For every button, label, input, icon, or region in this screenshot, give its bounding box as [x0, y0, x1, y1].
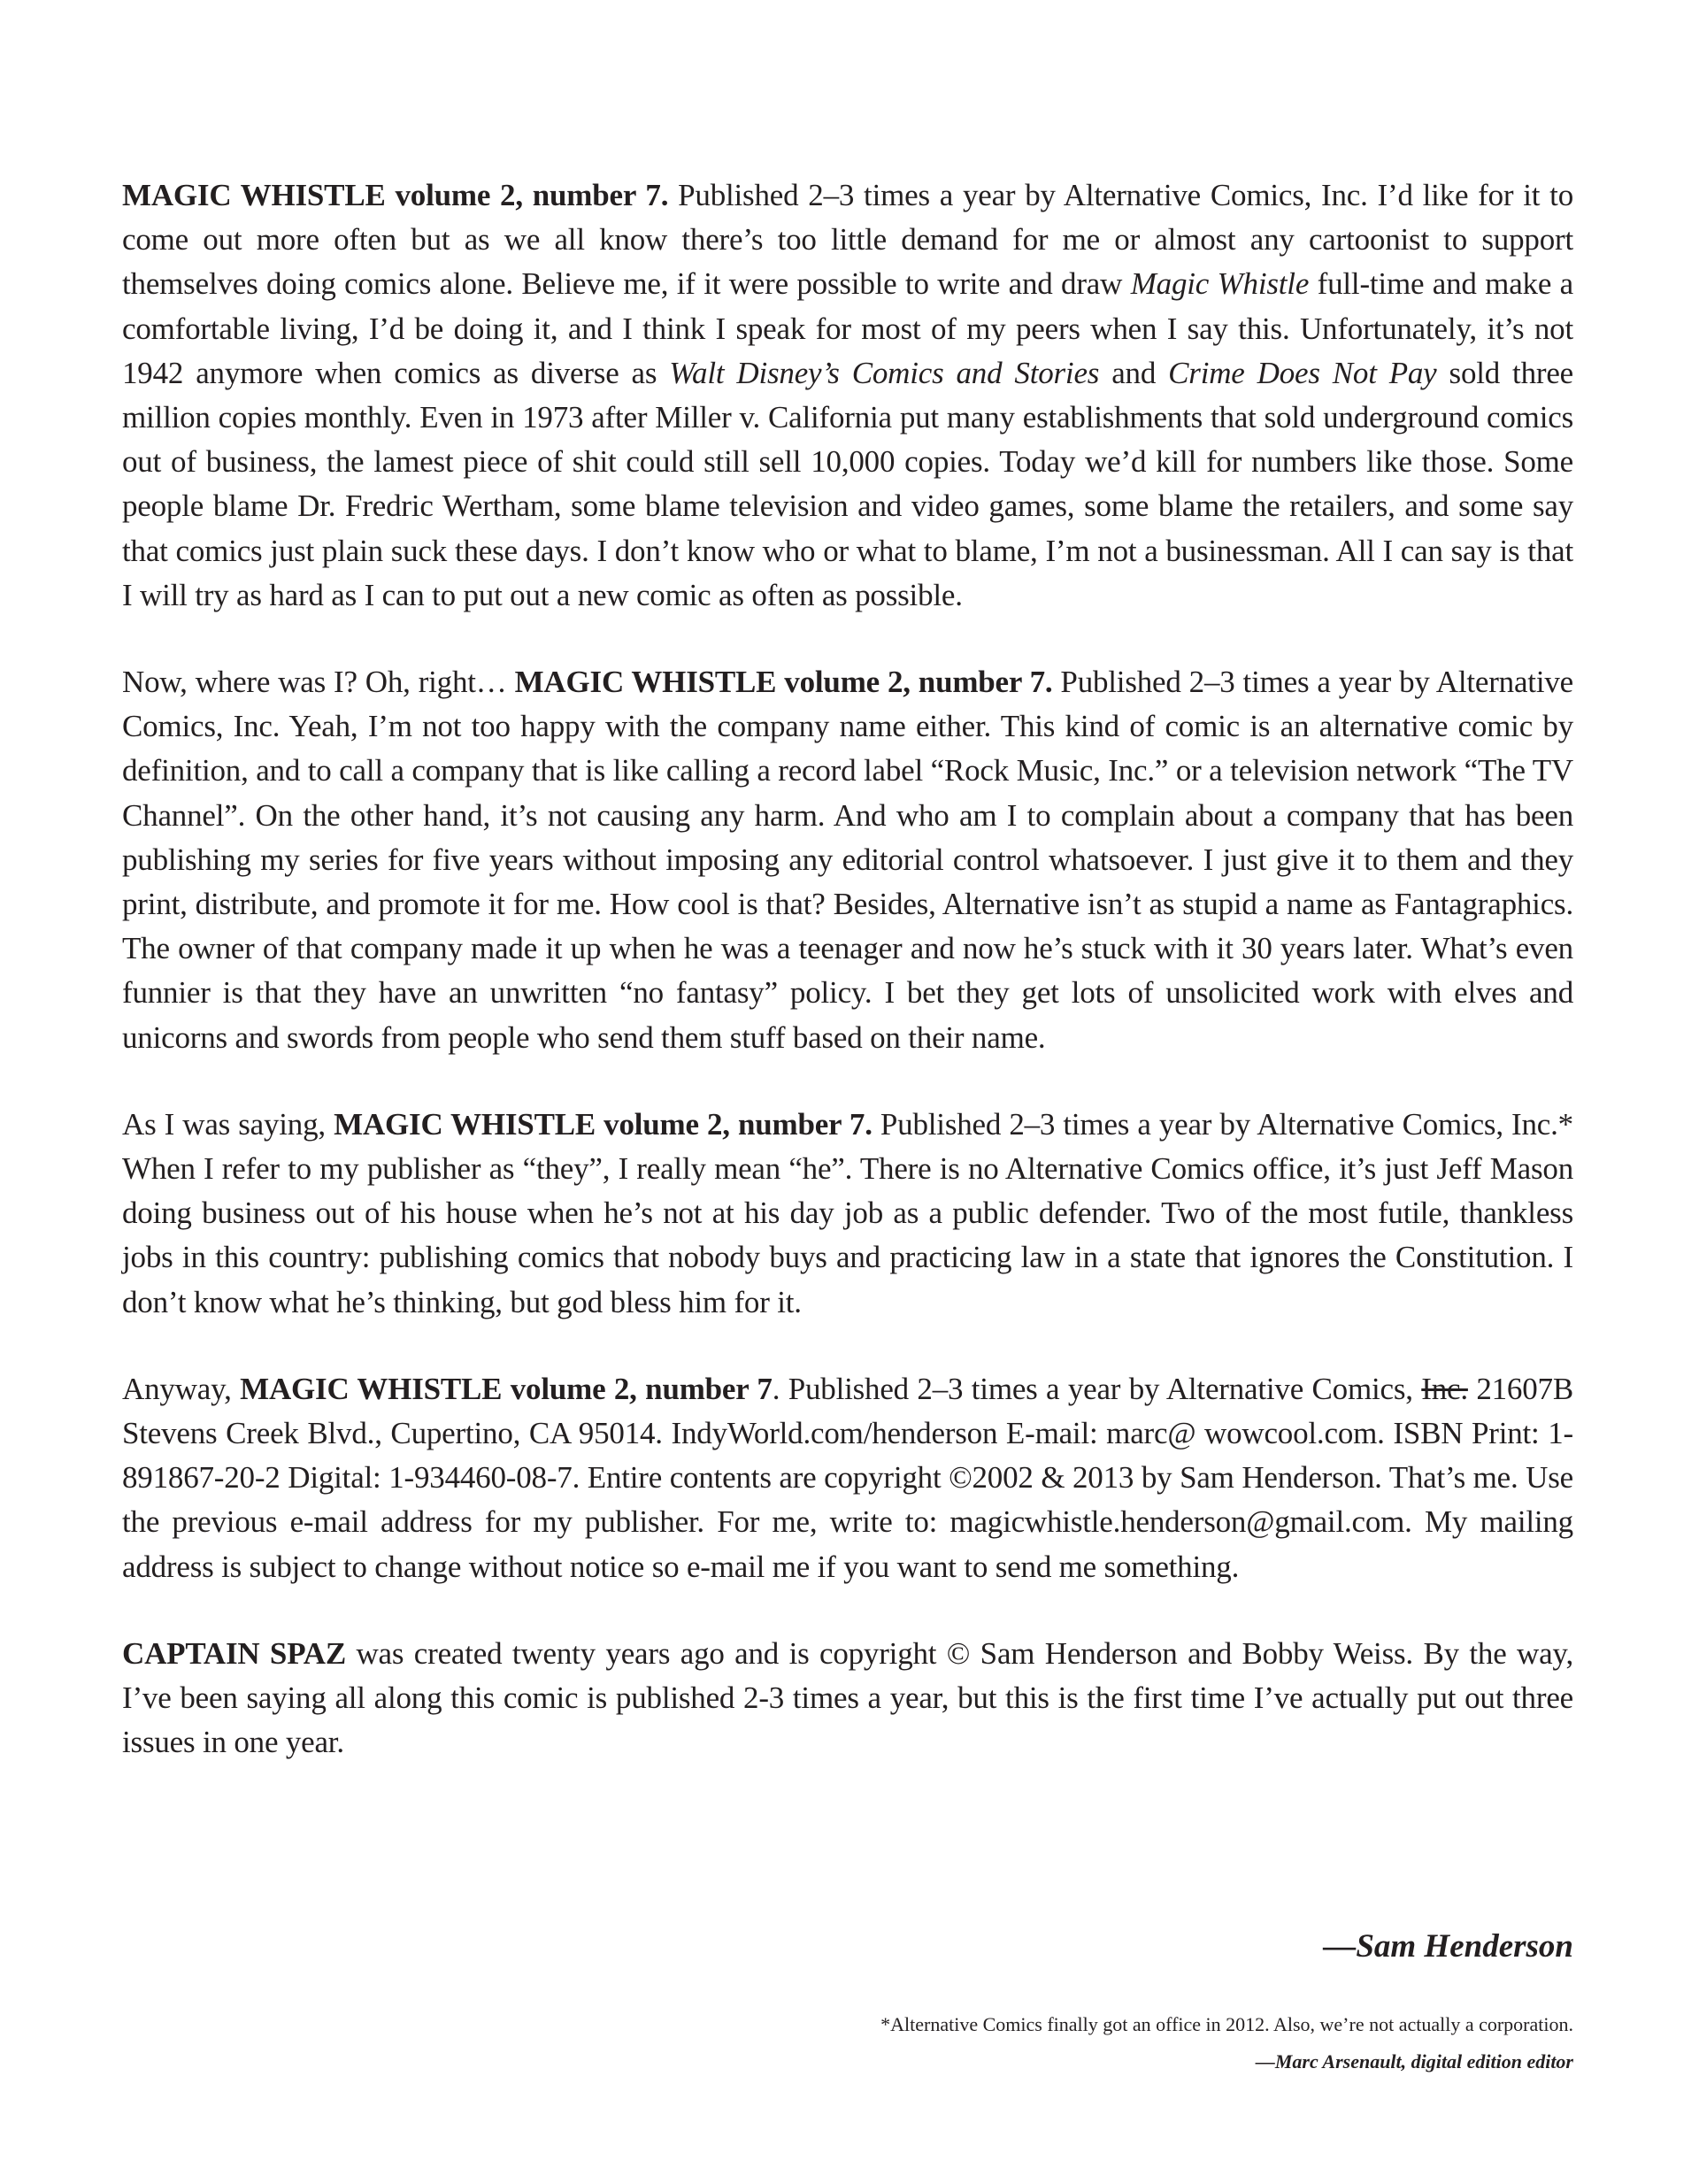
italic-title: Crime Does Not Pay	[1168, 355, 1437, 390]
body-text: Anyway,	[122, 1371, 241, 1406]
paragraph	[122, 1103, 1573, 1325]
italic-title: Walt Disney’s Comics and Stories	[669, 355, 1100, 390]
struck-text: Inc.	[1421, 1371, 1468, 1406]
bold-text: MAGIC WHISTLE volume 2, number 7.	[122, 178, 669, 212]
body-text: . Published 2–3 times a year by Alternative Comics,	[772, 1371, 1422, 1406]
body-text: Published 2–3 times a year by Alternative Comics, Inc.* When I refer to my publisher as “they”, I really mean “he”. There is no Alternative Comics office, it’s just Jeff Mason doing business out of his house when he’s not at his day job as a public defender. Two of the most futile, thankless jobs in this country: publishing comics that nobody buys and practicing law in a state that ignores the Constitution. I don’t know what he’s thinking, but god bless him for it.	[122, 1106, 1573, 1319]
body-text: was created twenty years ago and is copyright © Sam Henderson and Bobby Weiss. By the way, I’ve been saying all along this comic is published 2-3 times a year, but this is the first time I’ve actually put out three issues in one year.	[122, 1635, 1573, 1760]
paragraph	[122, 1632, 1573, 1765]
editor-credit: —Marc Arsenault, digital edition editor	[1255, 2050, 1573, 2072]
body-text: Published 2–3 times a year by Alternative Comics, Inc. I’d like for it to come out more often but as we all know there’s too little demand for me or almost any cartoonist to support themselves doing comics alone. Believe me, if it were possible to write and draw	[122, 178, 1573, 302]
italic-title: Magic Whistle	[1130, 266, 1310, 302]
bold-text: MAGIC WHISTLE volume 2, number 7.	[334, 1106, 873, 1142]
paragraph	[122, 1367, 1573, 1589]
body-text: Published 2–3 times a year by Alternative Comics, Inc. Yeah, I’m not too happy with the company name either. This kind of comic is an alternative comic by definition, and to call a company that is like calling a record label “Rock Music, Inc.” or a television network “The TV Channel”. On the other hand, it’s not causing any harm. And who am I to complain about a company that has been publishing my series for five years without imposing any editorial control whatsoever. I just give it to them and they print, distribute, and promote it for me. How cool is that? Besides, Alternative isn’t as stupid a name as Fantagraphics. The owner of that company made it up when he was a teenager and now he’s stuck with it 30 years later. What’s even funnier is that they have an unwritten “no fantasy” policy. I bet they get lots of unsolicited work with elves and unicorns and swords from people who send them stuff based on their name.	[122, 665, 1573, 1055]
body-text: full-time and make a comfortable living, I’d be doing it, and I think I speak for most of my peers when I say this. Unfortunately, it’s not 1942 anymore when comics as diverse as	[122, 266, 1573, 390]
body-text: and	[1099, 355, 1169, 390]
paragraph	[122, 173, 1573, 618]
body-text: Now, where was I? Oh, right…	[122, 665, 515, 700]
paragraph	[122, 660, 1573, 1060]
body-text: 21607B Stevens Creek Blvd., Cupertino, CA 95014. IndyWorld.com/henderson E-mail: marc@ wowcool.com. ISBN Print: 1-891867-20-2 Digital: 1-934460-08-7. Entire contents are copyright ©2002 & 2013 by Sam Henderson. That’s me. Use the previous e-mail address for my publisher. For me, write to: magicwhistle.henderson@gmail.com. My mailing address is subject to change without notice so e-mail me if you want to send me something.	[122, 1371, 1573, 1584]
bold-text: CAPTAIN SPAZ	[122, 1635, 346, 1671]
bold-text: MAGIC WHISTLE volume 2, number 7	[240, 1371, 773, 1406]
bold-text: MAGIC WHISTLE volume 2, number 7.	[514, 665, 1053, 700]
body-text: sold three million copies monthly. Even in 1973 after Miller v. California put many establishments that sold underground comics out of business, the lamest piece of shit could still sell 10,000 copies. Today we’d kill for numbers like those. Some people blame Dr. Fredric Wertham, some blame television and video games, some blame the retailers, and some say that comics just plain suck these days. I don’t know who or what to blame, I’m not a businessman. All I can say is that I will try as hard as I can to put out a new comic as often as possible.	[122, 355, 1573, 612]
author-signature: —Sam Henderson	[1323, 1928, 1573, 1965]
body-text: As I was saying,	[122, 1106, 334, 1142]
footnote: *Alternative Comics finally got an office in 2012. Also, we’re not actually a corporation.	[880, 2013, 1573, 2035]
document-body	[122, 173, 1573, 1808]
